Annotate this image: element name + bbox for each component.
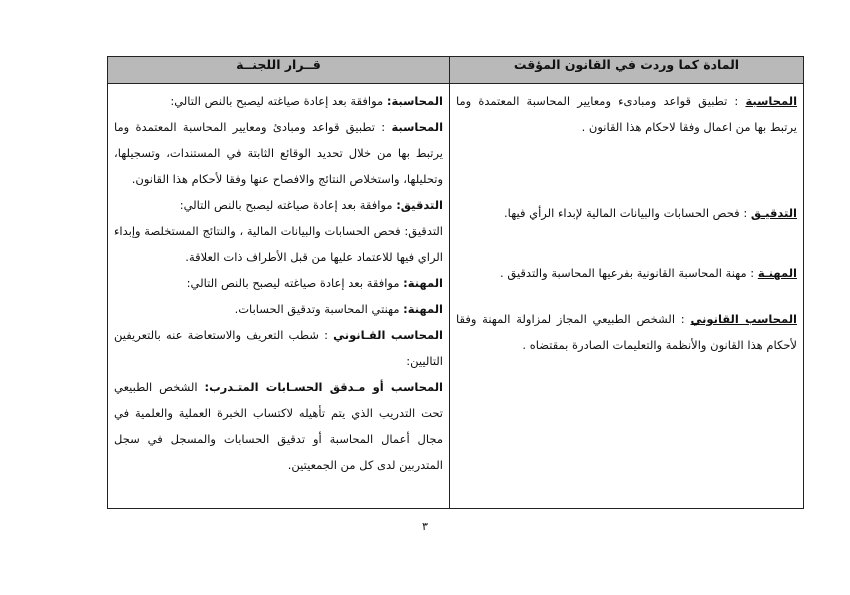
committee-audit-definition [114,218,443,270]
header-original-law: المادة كما وردت في القانون المؤقت [450,57,804,84]
original-law-cell [450,84,804,509]
table-header-row [108,57,804,84]
committee-trainee-text: الشخص الطبيعي تحت التدريب الذي يتم تأهيله لاكتساب الخبرة العملية والعلمية في مجال أعمال المحاسبة أو تدقيق الحسابات والمسجل في سجل المتدربين لدى كل من الجمعيتين. [114,380,443,472]
original-legal-accountant-text: : الشخص الطبيعي المجاز لمزاولة المهنة وفقا لأحكام هذا القانون والأنظمة والتعليمات الصادرة بمقتضاه . [456,312,797,352]
original-profession-definition [456,260,797,286]
committee-legal-accountant-decision [114,322,443,374]
committee-accounting-decision [114,88,443,114]
committee-profession-text: مهنتي المحاسبة وتدقيق الحسابات. [234,302,400,316]
committee-decision-cell [108,84,450,509]
committee-accounting-decision-text: موافقة بعد إعادة صياغته ليصبح بالنص التالي: [170,94,384,108]
committee-profession-decision-label: المهنة: [403,276,443,290]
committee-profession-label: المهنة: [403,302,443,316]
committee-accounting-label: المحاسبة [391,120,444,134]
committee-trainee-definition [114,374,443,478]
original-profession-label: المهنـة [757,266,797,280]
committee-legal-accountant-text: : شطب التعريف والاستعاضة عنه بالتعريفين التاليين: [114,328,443,368]
committee-profession-decision-text: موافقة بعد إعادة صياغته ليصبح بالنص التالي: [186,276,400,290]
original-legal-accountant-definition [456,306,797,358]
header-committee-decision: قــرار اللجنــة [108,57,450,84]
committee-audit-decision [114,192,443,218]
original-audit-label: التدقيـق [750,206,797,220]
comparison-table [107,56,804,509]
original-accounting-definition [456,88,797,140]
committee-accounting-decision-label: المحاسبة: [386,94,443,108]
committee-audit-decision-text: موافقة بعد إعادة صياغته ليصبح بالنص التالي: [179,198,393,212]
committee-trainee-label: المحاسب أو مـدقق الحسـابات المتـدرب: [204,380,443,394]
committee-accounting-text: : تطبيق قواعد ومبادئ ومعايير المحاسبة المعتمدة وما يرتبط بها من خلال تحديد الوقائع الثابتة في المستندات، وتسجيلها، وتحليلها، واستخلاص النتائج والافصاح عنها وفقا لأحكام هذا القانون. [114,120,443,186]
table-body-row [108,84,804,509]
committee-profession-definition [114,296,443,322]
original-profession-text: : مهنة المحاسبة القانونية بفرعيها المحاسبة والتدقيق . [500,266,755,280]
page-number: ٣ [422,520,428,533]
committee-legal-accountant-label: المحاسب القـانوني [333,328,443,342]
committee-profession-decision [114,270,443,296]
original-audit-definition [456,200,797,226]
original-accounting-label: المحاسبة [745,94,798,108]
committee-accounting-definition [114,114,443,192]
original-accounting-text: : تطبيق قواعد ومبادىء ومعايير المحاسبة المعتمدة وما يرتبط بها من اعمال وفقا لاحكام هذا القانون . [456,94,797,134]
committee-audit-decision-label: التدقيق: [396,198,443,212]
committee-audit-text: التدقيق: فحص الحسابات والبيانات المالية ، والنتائج المستخلصة وإبداء الراي فيها للاعتماد عليها من قبل الأطراف ذات العلاقة. [114,224,443,264]
original-legal-accountant-label: المحاسب القانوني [690,312,797,326]
original-audit-text: : فحص الحسابات والبيانات المالية لإبداء الرأي فيها. [504,206,748,220]
